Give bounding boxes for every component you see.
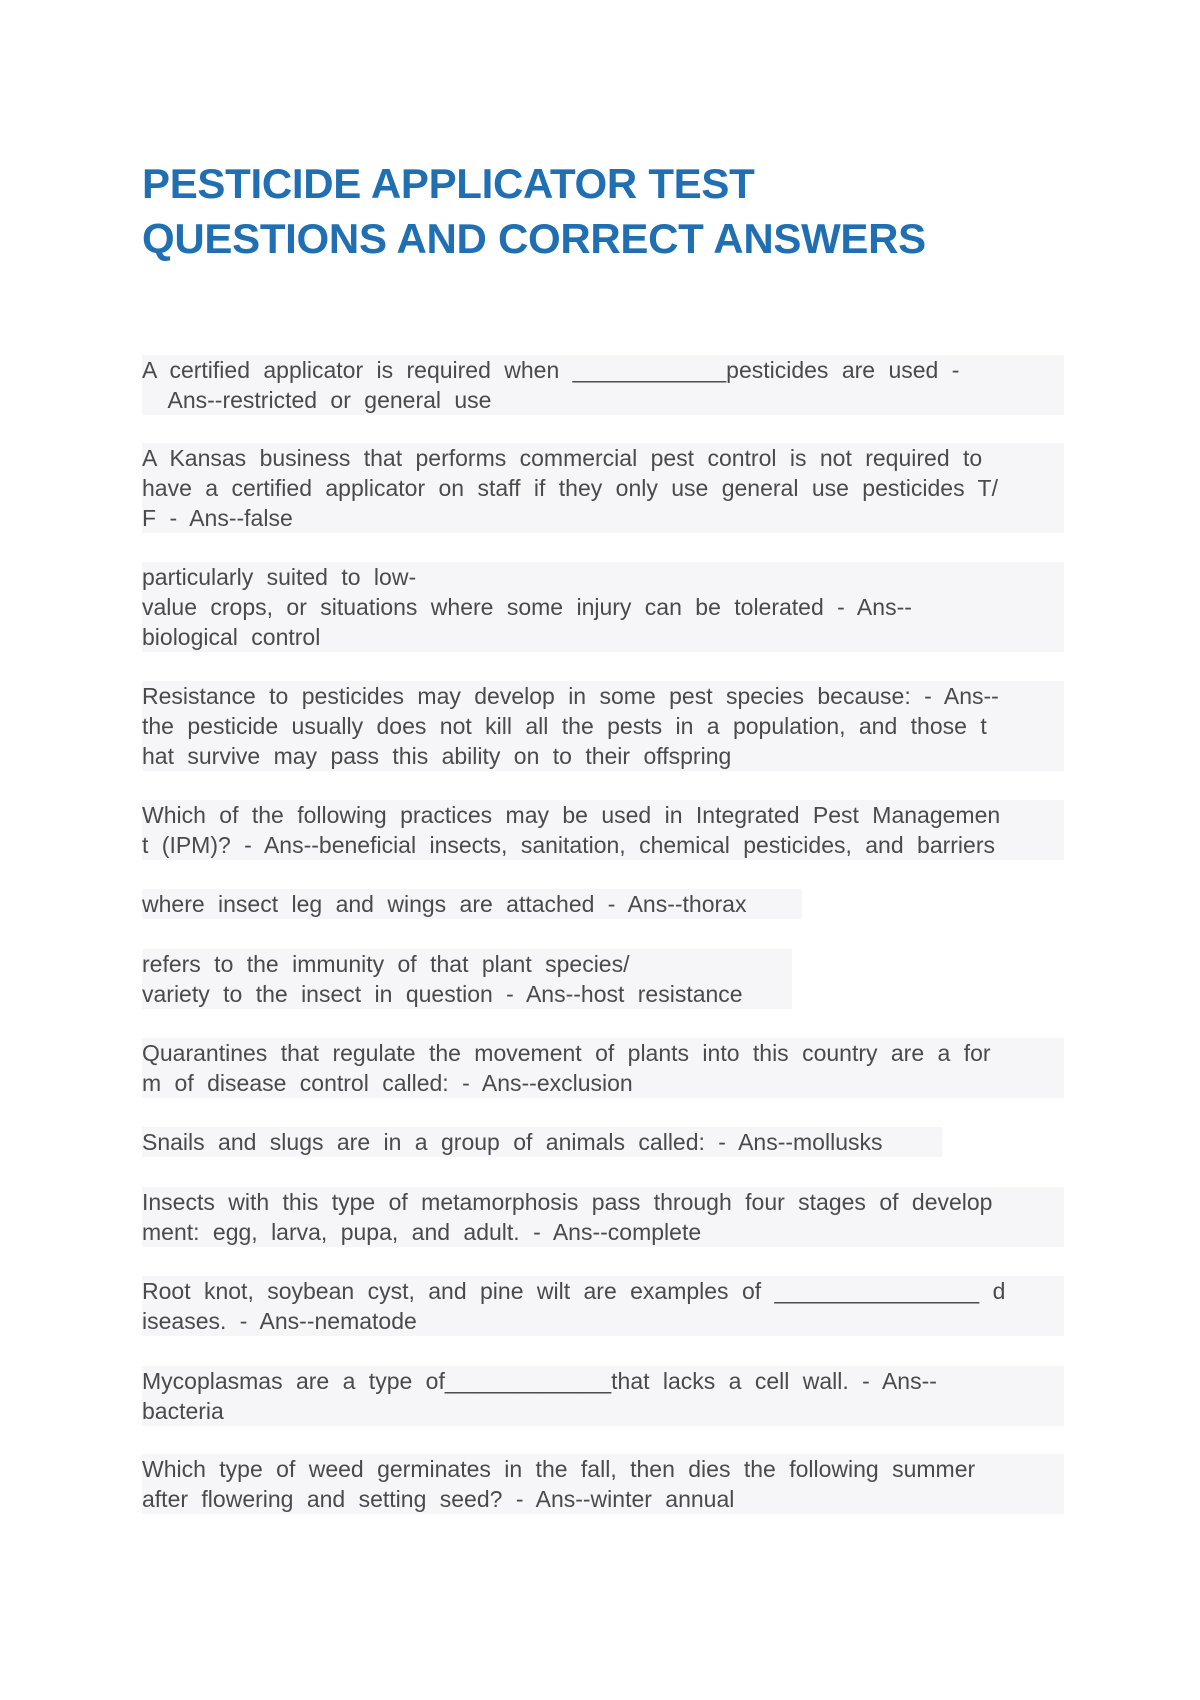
qa-line: A certified applicator is required when ____________pesticides are used - — [142, 357, 960, 383]
qa-line: after flowering and setting seed? - Ans--winter annual — [142, 1486, 735, 1512]
qa-line: m of disease control called: - Ans--exclusion — [142, 1070, 633, 1096]
qa-line: value crops, or situations where some injury can be tolerated - Ans-- — [142, 594, 912, 620]
qa-item — [142, 889, 802, 919]
qa-line: Root knot, soybean cyst, and pine wilt are examples of ________________ d — [142, 1278, 1006, 1304]
title-line: QUESTIONS AND CORRECT ANSWERS — [142, 215, 926, 262]
qa-line: hat survive may pass this ability on to their offspring — [142, 743, 732, 769]
qa-item — [142, 562, 1064, 652]
qa-item — [142, 1187, 1064, 1247]
qa-line: refers to the immunity of that plant species/ — [142, 951, 630, 977]
qa-line: Snails and slugs are in a group of animals called: - Ans--mollusks — [142, 1129, 883, 1155]
qa-line: Insects with this type of metamorphosis pass through four stages of develop — [142, 1189, 993, 1215]
qa-line: Mycoplasmas are a type of_____________that lacks a cell wall. - Ans-- — [142, 1368, 937, 1394]
qa-line: F - Ans--false — [142, 505, 293, 531]
qa-line: bacteria — [142, 1398, 224, 1424]
qa-item — [142, 1127, 942, 1157]
qa-line: Resistance to pesticides may develop in some pest species because: - Ans-- — [142, 683, 999, 709]
qa-line: iseases. - Ans--nematode — [142, 1308, 417, 1334]
qa-line: ment: egg, larva, pupa, and adult. - Ans--complete — [142, 1219, 702, 1245]
qa-item — [142, 443, 1064, 533]
qa-line: variety to the insect in question - Ans--host resistance — [142, 981, 743, 1007]
qa-item — [142, 949, 792, 1009]
qa-item — [142, 1276, 1064, 1336]
qa-item — [142, 681, 1064, 771]
qa-line: A Kansas business that performs commercial pest control is not required to — [142, 445, 983, 471]
qa-line: Which type of weed germinates in the fall, then dies the following summer — [142, 1456, 976, 1482]
qa-line: have a certified applicator on staff if they only use general use pesticides T/ — [142, 475, 998, 501]
qa-line: particularly suited to low- — [142, 564, 417, 590]
qa-line: Ans--restricted or general use — [142, 387, 492, 413]
qa-line: biological control — [142, 624, 321, 650]
qa-item — [142, 1038, 1064, 1098]
qa-item — [142, 355, 1064, 415]
qa-item — [142, 1454, 1064, 1514]
qa-line: t (IPM)? - Ans--beneficial insects, sanitation, chemical pesticides, and barriers — [142, 832, 995, 858]
document-title — [142, 156, 1102, 266]
qa-item — [142, 1366, 1064, 1426]
qa-line: Which of the following practices may be used in Integrated Pest Managemen — [142, 802, 1001, 828]
qa-line: the pesticide usually does not kill all the pests in a population, and those t — [142, 713, 987, 739]
qa-line: Quarantines that regulate the movement of plants into this country are a for — [142, 1040, 991, 1066]
title-line: PESTICIDE APPLICATOR TEST — [142, 160, 755, 207]
qa-line: where insect leg and wings are attached - Ans--thorax — [142, 891, 747, 917]
qa-item — [142, 800, 1064, 860]
